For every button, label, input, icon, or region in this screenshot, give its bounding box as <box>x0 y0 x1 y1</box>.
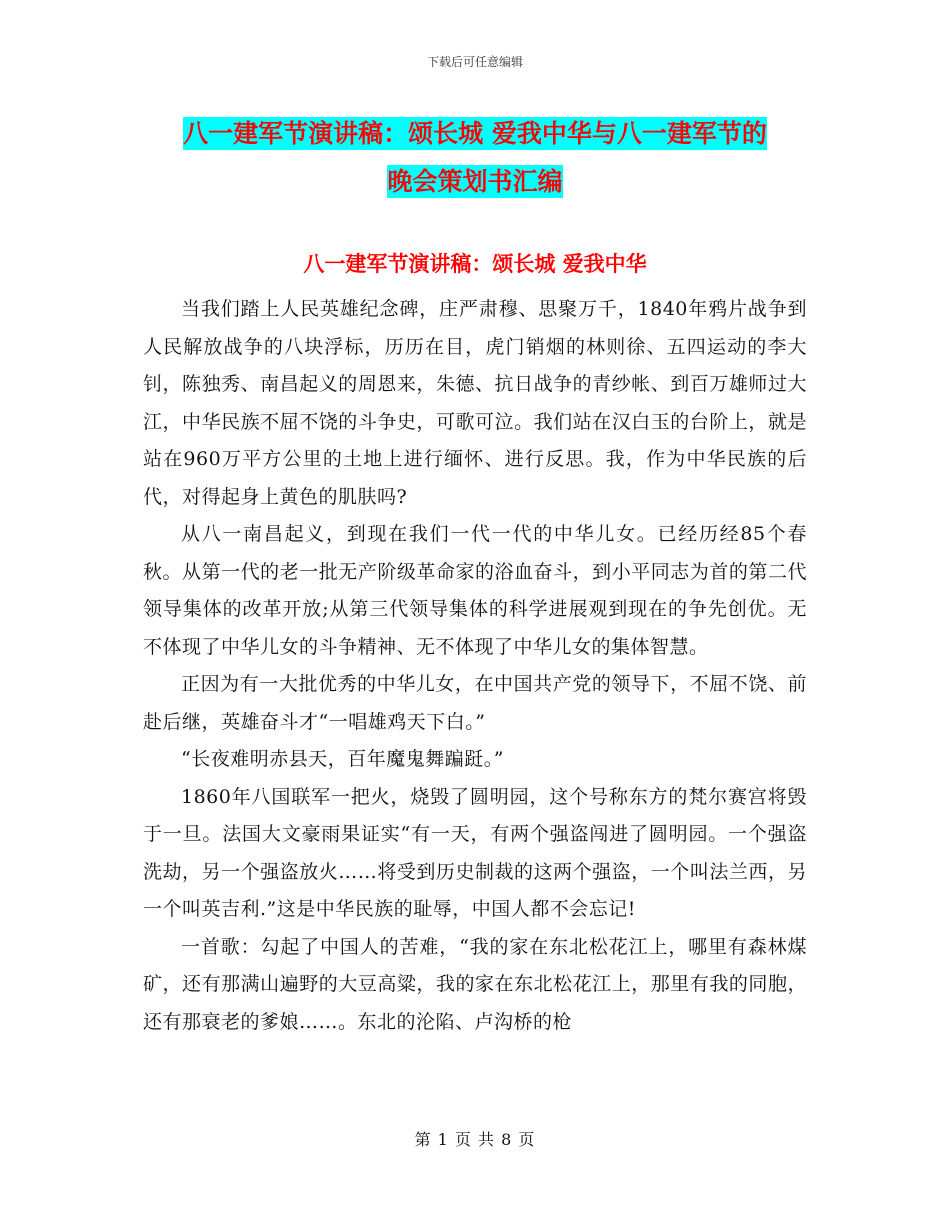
header-note: 下载后可任意编辑 <box>426 55 523 69</box>
paragraph: 从八一南昌起义，到现在我们一代一代的中华儿女。已经历经85个春秋。从第一代的老一批无产阶级革命家的浴血奋斗，到小平同志为首的第二代领导集体的改革开放;从第三代领导集体的科学进展观到现在的争先创优。无不体现了中华儿女的斗争精神、无不体现了中华儿女的集体智慧。 <box>143 523 807 658</box>
document-title <box>0 110 950 206</box>
paragraph: 正因为有一大批优秀的中华儿女，在中国共产党的领导下，不屈不饶、前赴后继，英雄奋斗才“一唱雄鸡天下白。” <box>143 673 807 733</box>
page-number-footer: 第 1 页 共 8 页 <box>414 1130 536 1149</box>
paragraph: 当我们踏上人民英雄纪念碑，庄严肃穆、思聚万千，1840年鸦片战争到人民解放战争的八块浮标，历历在目，虎门销烟的林则徐、五四运动的李大钊，陈独秀、南昌起义的周恩来，朱德、抗日战争的青纱帐、到百万雄师过大江，中华民族不屈不饶的斗争史，可歌可泣。我们站在汉白玉的台阶上，就是站在960万平方公里的土地上进行缅怀、进行反思。我，作为中华民族的后代，对得起身上黄色的肌肤吗? <box>143 298 807 508</box>
paragraph: 1860年八国联军一把火，烧毁了圆明园，这个号称东方的梵尔赛宫将毁于一旦。法国大文豪雨果证实“有一天，有两个强盗闯进了圆明园。一个强盗洗劫，另一个强盗放火……将受到历史制裁的这两个强盗，一个叫法兰西，另一个叫英吉利.”这是中华民族的耻辱，中国人都不会忘记! <box>143 785 807 920</box>
section-title: 八一建军节演讲稿：颂长城 爱我中华 <box>303 252 647 276</box>
document-body <box>143 291 807 1041</box>
paragraph: 一首歌：勾起了中国人的苦难，“我的家在东北松花江上，哪里有森林煤矿，还有那满山遍野的大豆高粱，我的家在东北松花江上，那里有我的同胞，还有那衰老的爹娘……。东北的沦陷、卢沟桥的枪 <box>143 935 807 1033</box>
document-title-line-2: 晚会策划书汇编 <box>387 167 563 196</box>
document-title-line-1: 八一建军节演讲稿：颂长城 爱我中华与八一建军节的 <box>183 119 767 148</box>
paragraph: “长夜难明赤县天，百年魔鬼舞蹁跹。” <box>181 748 504 770</box>
